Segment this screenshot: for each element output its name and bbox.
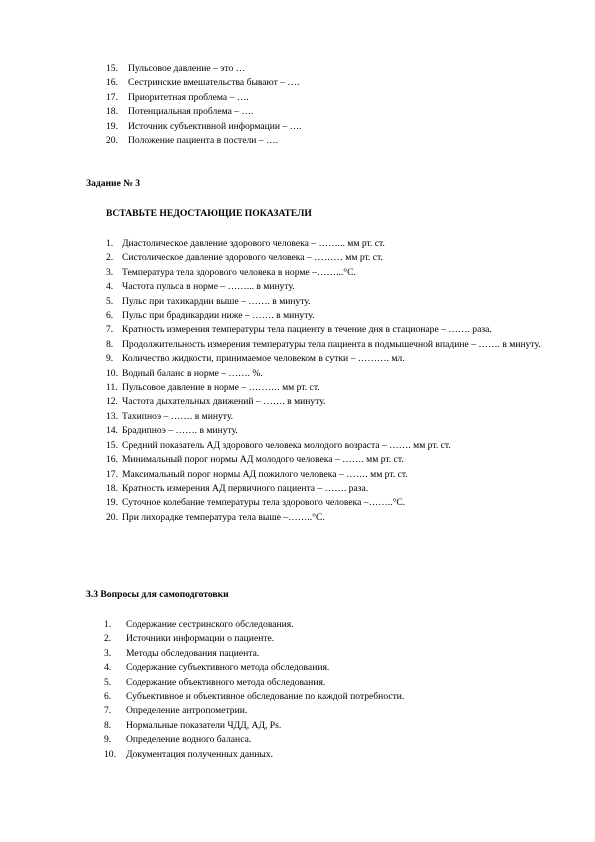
task-list bbox=[106, 237, 552, 525]
list-item: 1. Диастолическое давление здорового человека – ……... мм рт. ст. bbox=[106, 238, 385, 249]
list-item: 5. Пульс при тахикардии выше – ……. в минуту. bbox=[106, 295, 311, 307]
list-item: 3. Температура тела здорового человека в норме –……...°С. bbox=[106, 266, 356, 278]
previous-questions-list bbox=[106, 62, 526, 148]
task-title: Задание № 3 bbox=[86, 178, 141, 189]
list-item: 9. Количество жидкости, принимаемое человеком в сутки – ………. мл. bbox=[106, 353, 405, 365]
list-item: 20. При лихорадке температура тела выше –……..°С. bbox=[106, 511, 325, 523]
list-item: 18. Кратность измерения АД первичного пациента – ……. раза. bbox=[106, 482, 369, 494]
list-item: 16. Минимальный порог нормы АД молодого человека – ……. мм рт. ст. bbox=[106, 454, 404, 466]
task-subtitle: ВСТАВЬТЕ НЕДОСТАЮЩИЕ ПОКАЗАТЕЛИ bbox=[106, 208, 312, 219]
list-item: 10. Документация полученных данных. bbox=[104, 748, 274, 760]
list-item: 6. Субъективное и объективное обследование по каждой потребности. bbox=[104, 691, 405, 703]
list-item: 8. Нормальные показатели ЧДД, АД, Ps. bbox=[104, 719, 282, 731]
list-item: 20. Положение пациента в постели – …. bbox=[106, 135, 278, 147]
section-title: 3.3 Вопросы для самоподготовки bbox=[86, 589, 229, 600]
list-item: 19. Источник субъективной информации – …. bbox=[106, 120, 302, 132]
list-item: 7. Определение антропометрии. bbox=[104, 705, 248, 717]
list-item: 2. Источники информации о пациенте. bbox=[104, 633, 275, 645]
list-item: 12. Частота дыхательных движений – ……. в минуту. bbox=[106, 396, 326, 408]
list-item: 4. Содержание субъективного метода обследования. bbox=[104, 662, 330, 674]
list-item: 9. Определение водного баланса. bbox=[104, 734, 252, 746]
list-item: 17. Максимальный порог нормы АД пожилого человека – ……. мм рт. ст. bbox=[106, 468, 408, 480]
list-item: 11. Пульсовое давление в норме – ………. мм рт. ст. bbox=[106, 382, 320, 394]
self-study-questions-list bbox=[104, 618, 544, 762]
list-item: 19. Суточное колебание температуры тела здорового человека –……..°С. bbox=[106, 497, 406, 509]
list-item: 10. Водный баланс в норме – ……. %. bbox=[106, 367, 263, 379]
list-item: 14. Брадипноэ – ……. в минуту. bbox=[106, 425, 238, 437]
list-item: 4. Частота пульса в норме – ……... в минуту. bbox=[106, 281, 295, 293]
list-item: 3. Методы обследования пациента. bbox=[104, 647, 260, 659]
list-item: 16. Сестринские вмешательства бывают – …. bbox=[106, 77, 300, 89]
list-item: 2. Систолическое давление здорового человека – ……… мм рт. ст. bbox=[106, 252, 383, 264]
list-item: 18. Потенциальная проблема – …. bbox=[106, 106, 254, 118]
list-item: 1. Содержание сестринского обследования. bbox=[104, 619, 294, 630]
list-item: 13. Тахипноэ – ……. в минуту. bbox=[106, 410, 234, 422]
list-item: 15. Средний показатель АД здорового человека молодого возраста – ……. мм рт. ст. bbox=[106, 439, 451, 451]
list-item: 15. Пульсовое давление – это … bbox=[106, 63, 246, 74]
list-item: 7. Кратность измерения температуры тела пациенту в течение дня в стационаре – ……. раза. bbox=[106, 324, 492, 336]
list-item: 17. Приоритетная проблема – …. bbox=[106, 91, 249, 103]
list-item: 6. Пульс при брадикардии ниже – ……. в минуту. bbox=[106, 310, 315, 322]
list-item: 8. Продолжительность измерения температуры тела пациента в подмышечной впадине – ……. в минуту. bbox=[106, 338, 541, 350]
list-item: 5. Содержание объективного метода обследования. bbox=[104, 676, 326, 688]
